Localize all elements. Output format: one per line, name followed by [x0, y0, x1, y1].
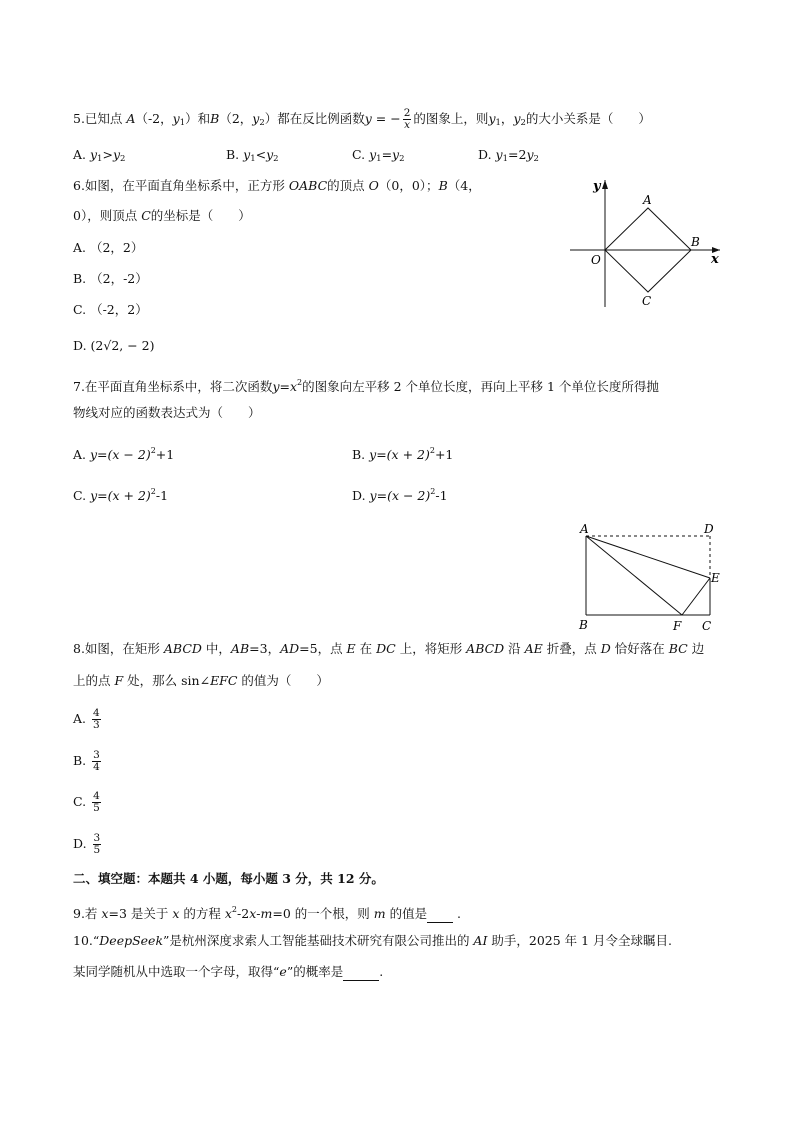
q8-stem-line1: 8.如图，在矩形 ABCD 中，AB=3，AD=5，点 E 在 DC 上，将矩形 ABCD 沿 AE 折叠，点 D 恰好落在 BC 边	[73, 641, 705, 656]
q7-option-d[interactable]: D. $y=(x - 2)^2-1$	[352, 487, 448, 503]
q6-option-c[interactable]: C. （-2，2）	[73, 302, 148, 317]
q7-option-b[interactable]: B. $y=(x + 2)^2+1$	[352, 446, 454, 462]
q8-rectangle-figure	[572, 520, 732, 635]
q5-option-a[interactable]: A. $y_1>y_2$	[73, 147, 126, 164]
segment-af	[586, 536, 682, 615]
q7-option-c[interactable]: C. $y=(x + 2)^2-1$	[73, 487, 169, 503]
q6-option-a[interactable]: A. （2，2）	[73, 240, 144, 255]
section-2-heading: 二、填空题：本题共 4 小题，每小题 3 分，共 12 分。	[73, 871, 384, 886]
label-a: A	[580, 522, 589, 536]
q6-option-d[interactable]: D. (2√2, − 2)	[73, 338, 155, 353]
label-o: O	[591, 253, 601, 267]
label-a: A	[643, 193, 652, 207]
q7-stem-line2: 物线对应的函数表达式为（ ）	[73, 405, 261, 420]
q6-stem-line2: 0），则顶点 C的坐标是（ ）	[73, 208, 251, 223]
label-y: y	[593, 179, 601, 194]
q8-stem-line2: 上的点 F 处，那么 sin∠EFC 的值为（ ）	[73, 673, 329, 688]
q8-option-a[interactable]: A. $\frac{4}{3}$	[73, 707, 100, 731]
label-f: F	[673, 619, 682, 633]
q5-option-b[interactable]: B. $y_1<y_2$	[226, 147, 279, 164]
q10-answer-blank[interactable]	[343, 964, 379, 981]
q10-stem-line2: 某同学随机从中选取一个字母，取得“e”的概率是 .	[73, 964, 384, 979]
q9-stem: 9.若 x=3 是关于 x 的方程 $x^2-2x-m=0$ 的一个根，则 m 的值是 .	[73, 905, 462, 921]
q5-option-d[interactable]: D. $y_1=2y_2$	[478, 147, 539, 164]
q5-fraction: $\frac{2}{x}$	[403, 107, 411, 131]
segment-fe	[682, 578, 710, 615]
q10-stem-line1: 10.“DeepSeek”是杭州深度求索人工智能基础技术研究有限公司推出的 AI 助手，2025 年 1 月令全球瞩目.	[73, 933, 673, 948]
q6-stem-line1: 6.如图，在平面直角坐标系中，正方形 OABC的顶点 O（0，0）；B（4，	[73, 178, 481, 193]
label-x: x	[711, 252, 719, 267]
label-b: B	[691, 235, 700, 249]
y-axis-arrow	[602, 180, 608, 189]
q8-option-b[interactable]: B. $\frac{3}{4}$	[73, 749, 100, 773]
q6-square-figure	[565, 172, 725, 312]
label-e: E	[711, 571, 720, 585]
q5-option-c[interactable]: C. $y_1=y_2$	[352, 147, 405, 164]
label-b: B	[579, 618, 588, 632]
q8-option-c[interactable]: C. $\frac{4}{5}$	[73, 790, 100, 814]
q6-option-b[interactable]: B. （2，-2）	[73, 271, 148, 286]
q9-answer-blank[interactable]	[427, 906, 453, 923]
label-c: C	[642, 294, 652, 308]
label-d: D	[704, 522, 714, 536]
q7-option-a[interactable]: A. $y=(x - 2)^2+1$	[73, 446, 175, 462]
segment-ae	[586, 536, 710, 578]
q8-option-d[interactable]: D. $\frac{3}{5}$	[73, 832, 101, 856]
q7-stem-line1: 7.在平面直角坐标系中，将二次函数$y=x^2$的图象向左平移 2 个单位长度，再向上平移 1 个单位长度所得抛	[73, 378, 659, 394]
label-c: C	[702, 619, 712, 633]
q5-stem: 5.已知点 A（-2，$y_1$）和B（2，$y_2$）都在反比例函数y = − $\frac{2}{x}$ 的图象上，则$y_1$，$y_2$的大小关系是（ ）	[73, 107, 651, 131]
